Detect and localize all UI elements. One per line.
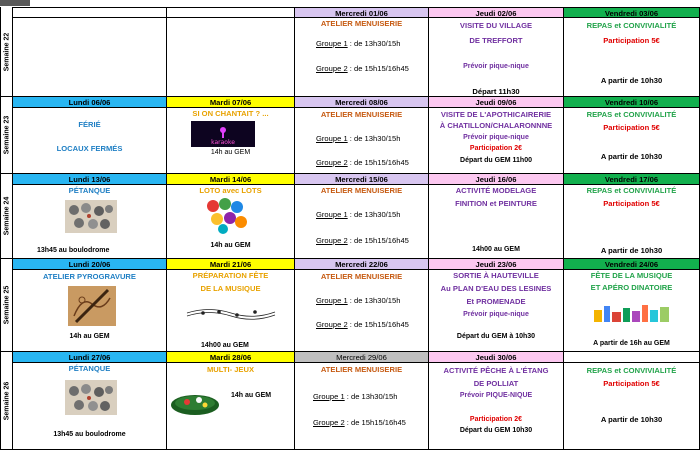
start-time: A partir de 16h au GEM	[593, 340, 670, 347]
location-time: 14h au GEM	[231, 392, 272, 399]
group-2-label: Groupe 2	[316, 320, 348, 329]
activity-title: ATELIER MENUISERIE	[320, 186, 403, 195]
thursday-cell	[429, 363, 564, 450]
tuesday-header	[167, 259, 295, 270]
tuesday-header-label: Mardi 07/06	[209, 98, 252, 107]
activity-title: VISITE DU VILLAGE	[459, 21, 533, 30]
activity-subtitle: FINITION et PEINTURE	[455, 199, 537, 208]
monday-cell	[13, 185, 167, 259]
friday-cell	[564, 363, 700, 450]
svg-text:karaoke: karaoke	[211, 139, 235, 146]
activity-title: PÉTANQUE	[68, 364, 111, 373]
location-time: 14h00 au GEM	[201, 342, 249, 349]
participation-fee: Participation 2€	[469, 416, 523, 423]
activity-title: MULTI- JEUX	[206, 365, 255, 374]
participation-fee: Participation 5€	[603, 123, 660, 132]
friday-header	[564, 352, 700, 363]
activity-subtitle: À CHATILLON/CHALARONNNE	[439, 121, 553, 130]
activity-detail: Et PROMENADE	[466, 297, 526, 306]
week-row-22	[0, 7, 700, 97]
monday-header	[13, 174, 167, 185]
group-1-time: : de 13h30/15h	[347, 210, 401, 219]
karaoke-image	[191, 121, 255, 147]
group-1-time: : de 13h30/15h	[344, 392, 398, 401]
group-2-time: : de 15h15/16h45	[347, 236, 409, 245]
activity-title: SORTIE À HAUTEVILLE	[453, 271, 539, 280]
group-2-time: : de 15h15/16h45	[344, 418, 406, 427]
thursday-header	[429, 259, 564, 270]
group-2-time: : de 15h15/16h45	[347, 158, 409, 167]
week-label: Semaine 22	[3, 32, 10, 71]
thursday-header-label: Jeudi 09/06	[475, 98, 517, 107]
week-label: Semaine 26	[3, 381, 10, 420]
wednesday-header-label: Mercredi 15/06	[335, 175, 388, 184]
wednesday-header	[295, 259, 429, 270]
activity-title: LOTO avec LOTS	[199, 186, 262, 195]
friday-header-label: Vendredi 03/06	[604, 9, 659, 18]
week-label-cell	[0, 259, 13, 352]
activity-title: REPAS et CONVIVIALITÉ	[586, 21, 677, 30]
board-game-image	[169, 389, 221, 417]
activity-title: REPAS et CONVIVIALITÉ	[586, 110, 677, 119]
wednesday-cell	[295, 363, 429, 450]
tuesday-header-label: Mardi 28/06	[209, 353, 252, 362]
location-time: 14h00 au GEM	[472, 246, 520, 253]
monday-cell	[13, 108, 167, 174]
picnic-note: Prévoir pique-nique	[463, 311, 529, 318]
thursday-header	[429, 174, 564, 185]
friday-cell	[564, 108, 700, 174]
friday-header-label: Vendredi 24/06	[604, 260, 659, 269]
thursday-header	[429, 7, 564, 18]
start-time: A partir de 10h30	[600, 415, 663, 424]
tuesday-header-label	[167, 8, 294, 18]
participation-fee: Participation 2€	[469, 145, 523, 152]
picnic-note: Prévoir pique-nique	[463, 134, 529, 141]
location-time: 14h au GEM	[69, 333, 110, 340]
tuesday-header	[167, 97, 295, 108]
picnic-note: Prévoir pique-nique	[463, 63, 529, 70]
group-1-label: Groupe 1	[313, 392, 345, 401]
group-1-label: Groupe 1	[316, 296, 348, 305]
group-2-label: Groupe 2	[316, 158, 348, 167]
music-staff-image	[185, 304, 277, 322]
monday-header	[13, 259, 167, 270]
wednesday-cell	[295, 108, 429, 174]
week-row-25	[0, 259, 700, 352]
week-label-cell	[0, 97, 13, 174]
wednesday-header-label: Mercredi 29/06	[336, 353, 387, 362]
activity-title: REPAS et CONVIVIALITÉ	[586, 186, 677, 195]
tuesday-cell	[167, 185, 295, 259]
loto-image	[205, 198, 249, 234]
location-time: 14h au GEM	[210, 242, 251, 249]
wednesday-header-label: Mercredi 08/06	[335, 98, 388, 107]
thursday-header-label: Jeudi 02/06	[475, 9, 517, 18]
friday-header-label	[564, 352, 699, 363]
group-1-label: Groupe 1	[316, 39, 348, 48]
monday-cell	[13, 18, 167, 97]
activity-subtitle: DE TREFFORT	[469, 36, 523, 45]
tuesday-header	[167, 174, 295, 185]
start-time: A partir de 10h30	[600, 152, 663, 161]
tuesday-cell	[167, 108, 295, 174]
week-row-23	[0, 97, 700, 174]
petanque-image	[65, 200, 117, 233]
tuesday-header	[167, 352, 295, 363]
holiday-label: FÉRIÉ	[78, 120, 101, 129]
activity-title: ACTIVITÉ MODELAGE	[455, 186, 537, 195]
monday-cell	[13, 270, 167, 352]
wednesday-header	[295, 7, 429, 18]
group-1-time: : de 13h30/15h	[347, 134, 401, 143]
activity-title: VISITE DE L'APOTHICAIRERIE	[440, 110, 552, 119]
departure-time: Départ du GEM 10h30	[459, 427, 533, 434]
location-time: 14h au GEM	[210, 149, 251, 156]
wednesday-cell	[295, 185, 429, 259]
activity-title: ATELIER MENUISERIE	[320, 110, 403, 119]
wednesday-header	[295, 97, 429, 108]
departure-time: Départ du GEM 11h00	[460, 157, 532, 164]
tuesday-cell	[167, 270, 295, 352]
pyrography-image	[68, 286, 116, 326]
group-2-time: : de 15h15/16h45	[347, 64, 409, 73]
picnic-note: Prévoir PIQUE-NIQUE	[459, 392, 533, 399]
thursday-cell	[429, 18, 564, 97]
group-2-label: Groupe 2	[316, 236, 348, 245]
location-time: 13h45 au boulodrome	[53, 431, 126, 438]
thursday-header-label: Jeudi 16/06	[475, 175, 517, 184]
week-row-24	[0, 174, 700, 259]
thursday-header-label: Jeudi 23/06	[475, 260, 517, 269]
monday-header-label	[13, 8, 166, 18]
location-time: 13h45 au boulodrome	[37, 247, 110, 254]
tuesday-cell	[167, 18, 295, 97]
friday-header	[564, 259, 700, 270]
monday-cell	[13, 363, 167, 450]
friday-cell	[564, 18, 700, 97]
activity-subtitle: DE LA MUSIQUE	[200, 284, 261, 293]
activity-subtitle: Au PLAN D'EAU DES LESINES	[440, 284, 552, 293]
friday-cell	[564, 270, 700, 352]
tuesday-header-label: Mardi 21/06	[209, 260, 252, 269]
start-time: A partir de 10h30	[600, 76, 663, 85]
monday-header	[13, 7, 167, 18]
monday-header-label: Lundi 13/06	[68, 175, 111, 184]
thursday-cell	[429, 108, 564, 174]
friday-header	[564, 7, 700, 18]
activity-title: ATELIER MENUISERIE	[320, 19, 403, 28]
friday-cell	[564, 185, 700, 259]
thursday-cell	[429, 270, 564, 352]
activity-title: PRÉPARATION FÊTE	[192, 271, 269, 280]
thursday-header-label: Jeudi 30/06	[475, 353, 517, 362]
activity-subtitle: ET APÉRO DINATOIRE	[590, 283, 673, 292]
activity-title: ATELIER PYROGRAVURE	[43, 272, 136, 281]
monday-header	[13, 97, 167, 108]
wednesday-cell	[295, 270, 429, 352]
participation-fee: Participation 5€	[603, 36, 660, 45]
week-label: Semaine 23	[3, 115, 10, 155]
wednesday-header-label: Mercredi 01/06	[335, 9, 388, 18]
activity-title: ACTIVITÉ PÊCHE À L'ÉTANG	[443, 366, 549, 375]
tuesday-cell	[167, 363, 295, 450]
activity-title: SI ON CHANTAIT ? ...	[192, 109, 269, 118]
tuesday-header	[167, 7, 295, 18]
start-time: A partir de 10h30	[600, 246, 663, 255]
wednesday-header	[295, 174, 429, 185]
activity-title: FÊTE DE LA MUSIQUE	[590, 271, 673, 280]
group-2-label: Groupe 2	[313, 418, 345, 427]
group-1-time: : de 13h30/15h	[347, 296, 401, 305]
week-label-cell	[0, 7, 13, 97]
participation-fee: Participation 5€	[603, 379, 660, 388]
week-label: Semaine 24	[3, 196, 10, 236]
monday-header-label: Lundi 27/06	[68, 353, 111, 362]
petanque-image	[65, 380, 117, 415]
friday-header-label: Vendredi 17/06	[604, 175, 659, 184]
week-label: Semaine 25	[3, 285, 10, 325]
friday-header	[564, 174, 700, 185]
wednesday-header	[295, 352, 429, 363]
activity-title: REPAS et CONVIVIALITÉ	[586, 366, 677, 375]
tuesday-header-label: Mardi 14/06	[209, 175, 252, 184]
activity-subtitle: DE POLLIAT	[473, 379, 519, 388]
friday-header-label: Vendredi 10/06	[604, 98, 659, 107]
departure-time: Départ 11h30	[472, 87, 520, 96]
activity-title: ATELIER MENUISERIE	[320, 365, 403, 374]
participation-fee: Participation 5€	[603, 199, 660, 208]
monday-header	[13, 352, 167, 363]
thursday-cell	[429, 185, 564, 259]
departure-time: Départ du GEM à 10h30	[456, 333, 536, 340]
group-2-time: : de 15h15/16h45	[347, 320, 409, 329]
activity-title: PÉTANQUE	[68, 186, 111, 195]
monday-header-label: Lundi 20/06	[68, 260, 111, 269]
group-2-label: Groupe 2	[316, 64, 348, 73]
wednesday-cell	[295, 18, 429, 97]
friday-header	[564, 97, 700, 108]
week-row-26	[0, 352, 700, 450]
monday-header-label: Lundi 06/06	[68, 98, 111, 107]
thursday-header	[429, 352, 564, 363]
wednesday-header-label: Mercredi 22/06	[335, 260, 388, 269]
thursday-header	[429, 97, 564, 108]
week-label-cell	[0, 352, 13, 450]
activity-title: ATELIER MENUISERIE	[320, 272, 403, 281]
group-1-label: Groupe 1	[316, 134, 348, 143]
music-instruments-image	[592, 302, 672, 324]
week-label-cell	[0, 174, 13, 259]
group-1-time: : de 13h30/15h	[347, 39, 401, 48]
closed-label: LOCAUX FERMÉS	[56, 144, 123, 153]
group-1-label: Groupe 1	[316, 210, 348, 219]
